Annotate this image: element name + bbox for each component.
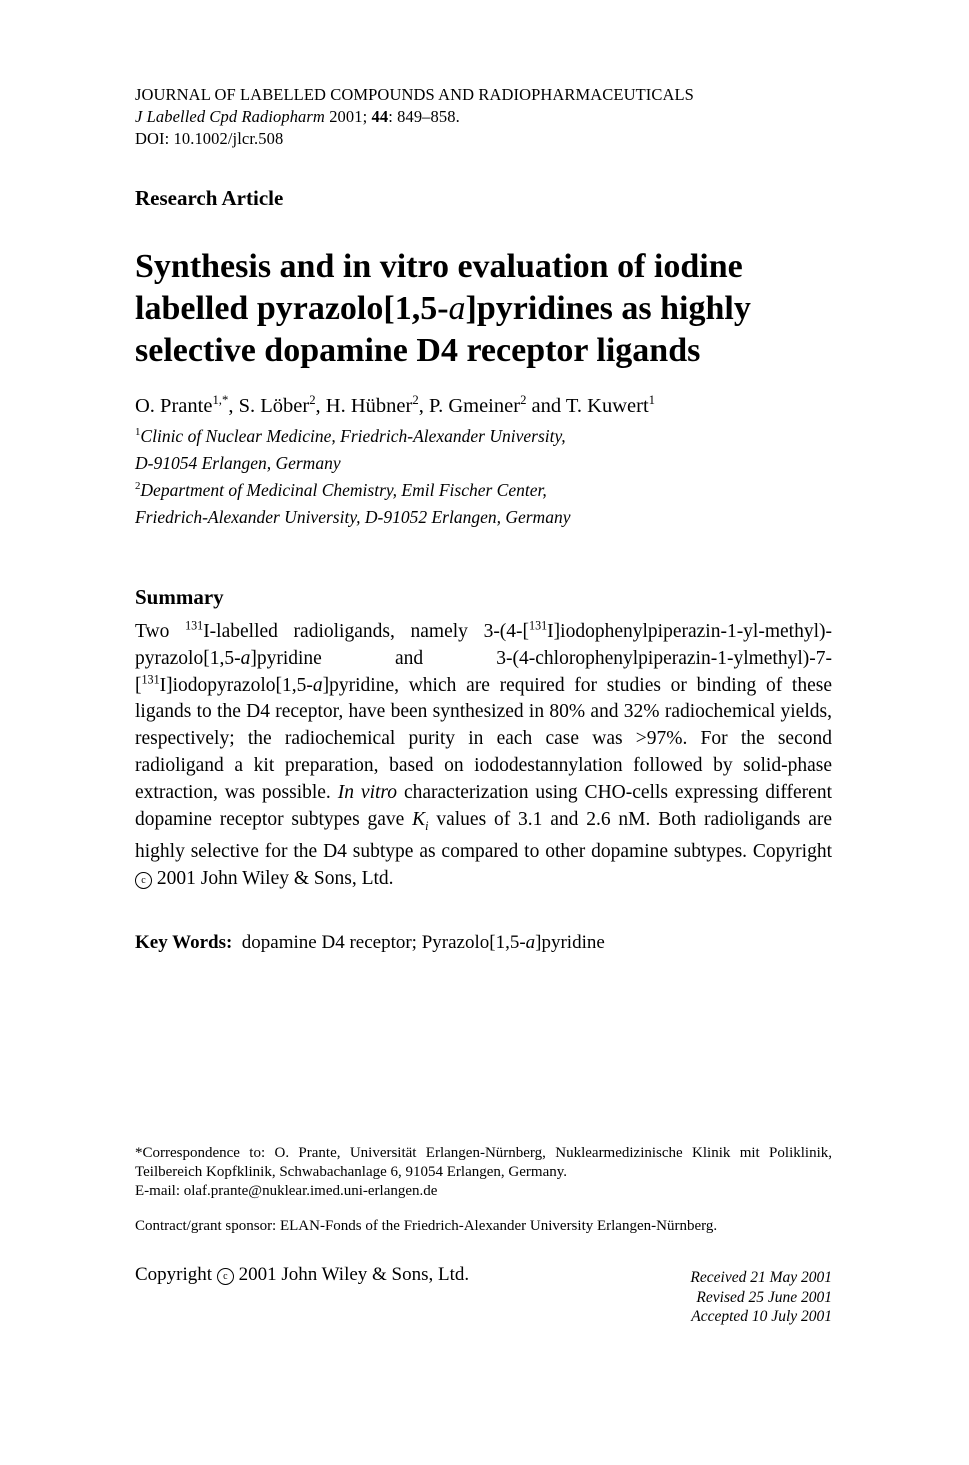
affiliation-1-line-1 <box>135 423 570 450</box>
author-name: S. Löber <box>238 395 310 417</box>
grant-sponsor: Contract/grant sponsor: ELAN-Fonds of the Friedrich-Alexander University Erlangen-Nürnberg. <box>135 1218 718 1234</box>
copyright-icon: c <box>135 872 152 889</box>
title-line-2-part-a: labelled pyrazolo[1,5- <box>135 290 449 327</box>
title-line-1: Synthesis and in vitro evaluation of iodine <box>135 248 743 285</box>
journal-doi: DOI: 10.1002/jlcr.508 <box>135 129 284 148</box>
affiliations <box>135 423 570 531</box>
summary-italic: a <box>240 647 251 669</box>
keywords-text: ]pyridine <box>535 932 605 953</box>
summary-text <box>135 619 832 893</box>
summary-part: I]iodopyrazolo[1,5- <box>159 674 313 696</box>
affiliation-2-line-1 <box>135 477 570 504</box>
article-type: Research Article <box>135 186 284 210</box>
isotope-sup: 131 <box>529 618 548 633</box>
author-name: H. Hübner <box>325 395 413 417</box>
summary-part: ]pyridine and 3-(4-chlorophenylpiperazin-1-ylmethyl)-7-[ <box>135 647 832 696</box>
citation-abbrev: J Labelled Cpd Radiopharm <box>135 107 325 126</box>
summary-italic: K <box>412 808 426 830</box>
title-line-2-italic: a <box>448 290 466 327</box>
article-dates <box>690 1268 832 1327</box>
summary-italic: a <box>312 674 323 696</box>
date-revised: Revised 25 June 2001 <box>696 1288 832 1306</box>
citation-volume: 44 <box>371 107 389 126</box>
summary-part: values of 3.1 and 2.6 nM. Both radioligands are highly selective for the D4 subtype as compared to other dopamine subtypes. Copyright <box>135 808 832 863</box>
summary-part: ]pyridine, which are required for studies or binding of these ligands to the D4 receptor, have been synthesized in 80% and 32% radiochemical yields, respectively; the radiochemical purity in each case was >97%. For the second radioligand a kit preparation, based on iododestannylation followed by solid-phase extraction, was possible. <box>135 674 832 803</box>
journal-name: JOURNAL OF LABELLED COMPOUNDS AND RADIOPHARMACEUTICALS <box>135 85 694 104</box>
affiliation-text: Clinic of Nuclear Medicine, Friedrich-Alexander University, <box>140 426 566 446</box>
author-sup: 2 <box>412 393 419 408</box>
affiliation-sup: 1 <box>135 426 141 439</box>
copyright-text: 2001 John Wiley & Sons, Ltd. <box>233 1264 470 1285</box>
copyright-text: Copyright <box>135 1264 217 1285</box>
author-sup: 1 <box>648 393 655 408</box>
citation-year: 2001; <box>329 107 368 126</box>
summary-subscript: i <box>425 818 429 833</box>
correspondence-address: *Correspondence to: O. Prante, Universität Erlangen-Nürnberg, Nuklearmedizinische Klinik mit Poliklinik, Teilbereich Kopfklinik, Schwabachanlage 6, 91054 Erlangen, Germany. <box>135 1145 832 1180</box>
copyright-icon: c <box>217 1268 234 1285</box>
footer-copyright <box>135 1264 469 1286</box>
summary-part: I]iodophenylpiperazin-1-yl-methyl)-pyrazolo[1,5- <box>135 621 832 669</box>
isotope-sup: 131 <box>185 618 204 633</box>
correspondence-note <box>135 1144 832 1201</box>
affiliation-2-line-2: Friedrich-Alexander University, D-91052 Erlangen, Germany <box>135 507 571 527</box>
affiliation-1-line-2: D-91054 Erlangen, Germany <box>135 453 341 473</box>
date-accepted: Accepted 10 July 2001 <box>691 1308 832 1325</box>
title-line-2-part-b: ]pyridines as highly <box>465 290 751 327</box>
correspondence-email[interactable]: E-mail: olaf.prante@nuklear.imed.uni-erlangen.de <box>135 1183 438 1199</box>
journal-header <box>135 84 694 150</box>
keywords-label: Key Words: <box>135 932 233 953</box>
author-sup: 2 <box>309 393 316 408</box>
author-name: P. Gmeiner <box>428 395 521 417</box>
keywords-text: dopamine D4 receptor; Pyrazolo[1,5- <box>241 932 526 953</box>
title-line-3: selective dopamine D4 receptor ligands <box>135 332 701 369</box>
article-title <box>135 246 835 372</box>
isotope-sup: 131 <box>141 672 160 687</box>
author-list: O. Prante$^{1,*}$, S. Löber$^2$, H. Hübner$^2$, P. Gmeiner$^2$ and T. Kuwert$^1$ <box>135 393 655 417</box>
affiliation-sup: 2 <box>135 480 141 493</box>
author-name: O. Prante <box>135 395 213 417</box>
author-name: T. Kuwert <box>565 395 649 417</box>
author-sup: 2 <box>520 393 527 408</box>
journal-citation <box>135 106 694 128</box>
title-line-2 <box>135 288 835 330</box>
date-received: Received 21 May 2001 <box>690 1269 832 1286</box>
citation-pages: : 849–858. <box>388 107 460 126</box>
keywords <box>135 932 605 954</box>
summary-part: characterization using CHO-cells expressing different dopamine receptor subtypes gave <box>135 781 832 830</box>
affiliation-text: Department of Medicinal Chemistry, Emil Fischer Center, <box>140 480 547 500</box>
summary-part: 2001 John Wiley & Sons, Ltd. <box>152 868 394 890</box>
summary-part: I-labelled radioligands, namely 3-(4-[ <box>203 621 530 642</box>
author-sup: 1,* <box>212 393 229 408</box>
summary-italic: In vitro <box>337 781 398 803</box>
summary-heading: Summary <box>135 585 224 609</box>
summary-part: Two <box>135 621 186 642</box>
keywords-italic: a <box>525 932 536 953</box>
